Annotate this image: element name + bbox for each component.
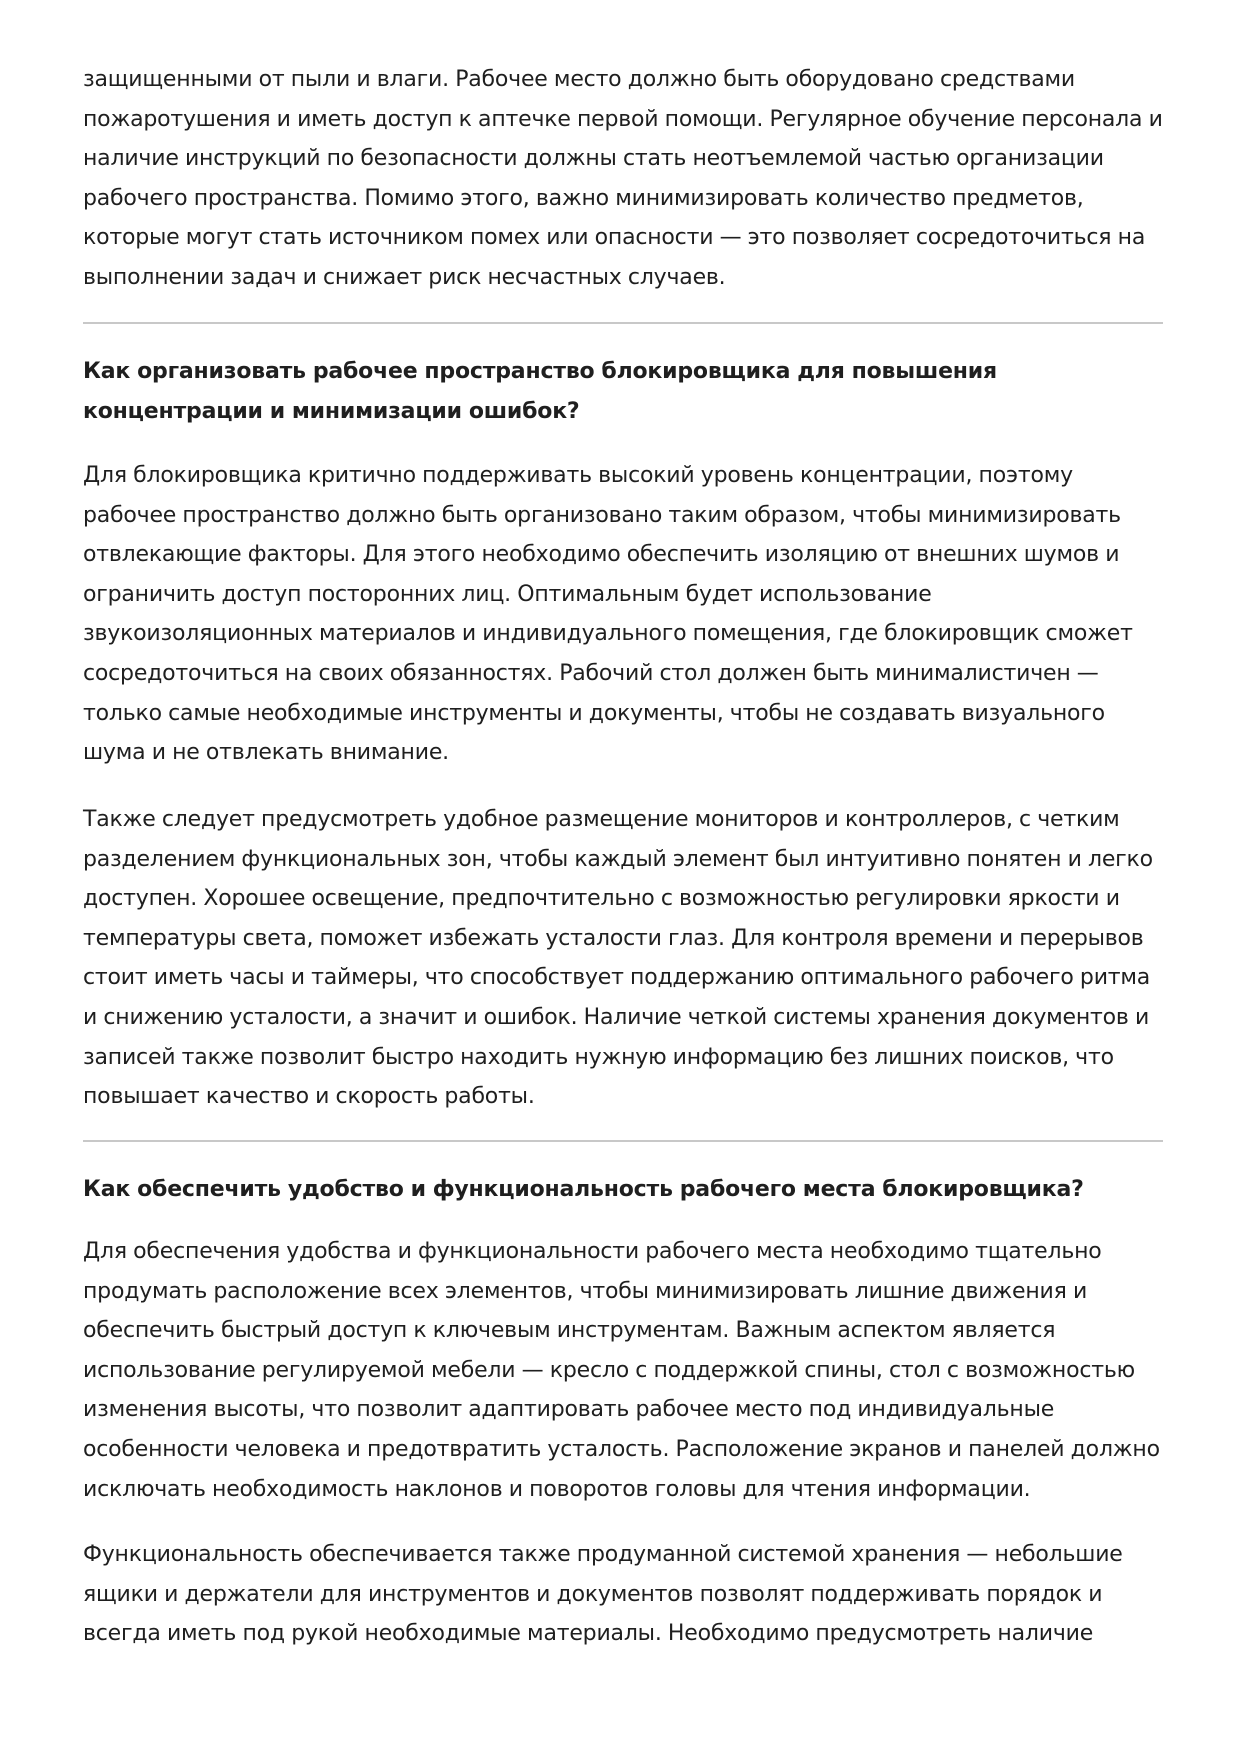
paragraph-concentration-2: Также следует предусмотреть удобное размещение мониторов и контроллеров, с четким разделением функциональных зон, чтобы каждый элемент был интуитивно понятен и легко доступен. Хорошее освещение, предпочтительно с возможностью регулировки яркости и температуры света, поможет избежать усталости глаз. Для контроля времени и перерывов стоит иметь часы и таймеры, что способствует поддержанию оптимального рабочего ритма и снижению усталости, а значит и ошибок. Наличие четкой системы хранения документов и записей также позволит быстро находить нужную информацию без лишних поисков, что повышает качество и скорость работы. (83, 807, 1153, 1110)
paragraph-comfort-2: Функциональность обеспечивается также продуманной системой хранения — небольшие ящики и держатели для инструментов и документов позволят поддерживать порядок и всегда иметь под рукой необходимые материалы. Необходимо предусмотреть наличие (83, 1542, 1123, 1647)
section-divider (83, 1140, 1163, 1142)
paragraph-comfort-1: Для обеспечения удобства и функциональности рабочего места необходимо тщательно продумать расположение всех элементов, чтобы минимизировать лишние движения и обеспечить быстрый доступ к ключевым инструментам. Важным аспектом является использование регулируемой мебели — кресло с поддержкой спины, стол с возможностью изменения высоты, что позволит адаптировать рабочее место под индивидуальные особенности человека и предотвратить усталость. Расположение экранов и панелей должно исключать необходимость наклонов и поворотов головы для чтения информации. (83, 1239, 1160, 1502)
section-divider (83, 322, 1163, 324)
section-heading-comfort: Как обеспечить удобство и функциональность рабочего места блокировщика? (83, 1177, 1084, 1202)
section-heading-concentration: Как организовать рабочее пространство блокировщика для повышения концентрации и минимизации ошибок? (83, 359, 997, 424)
paragraph-concentration-1: Для блокировщика критично поддерживать высокий уровень концентрации, поэтому рабочее пространство должно быть организовано таким образом, чтобы минимизировать отвлекающие факторы. Для этого необходимо обеспечить изоляцию от внешних шумов и ограничить доступ посторонних лиц. Оптимальным будет использование звукоизоляционных материалов и индивидуального помещения, где блокировщик сможет сосредоточиться на своих обязанностях. Рабочий стол должен быть минималистичен — только самые необходимые инструменты и документы, чтобы не создавать визуального шума и не отвлекать внимание. (83, 463, 1133, 766)
intro-paragraph: защищенными от пыли и влаги. Рабочее место должно быть оборудовано средствами пожаротушения и иметь доступ к аптечке первой помощи. Регулярное обучение персонала и наличие инструкций по безопасности должны стать неотъемлемой частью организации рабочего пространства. Помимо этого, важно минимизировать количество предметов, которые могут стать источником помех или опасности — это позволяет сосредоточиться на выполнении задач и снижает риск несчастных случаев. (83, 67, 1163, 290)
